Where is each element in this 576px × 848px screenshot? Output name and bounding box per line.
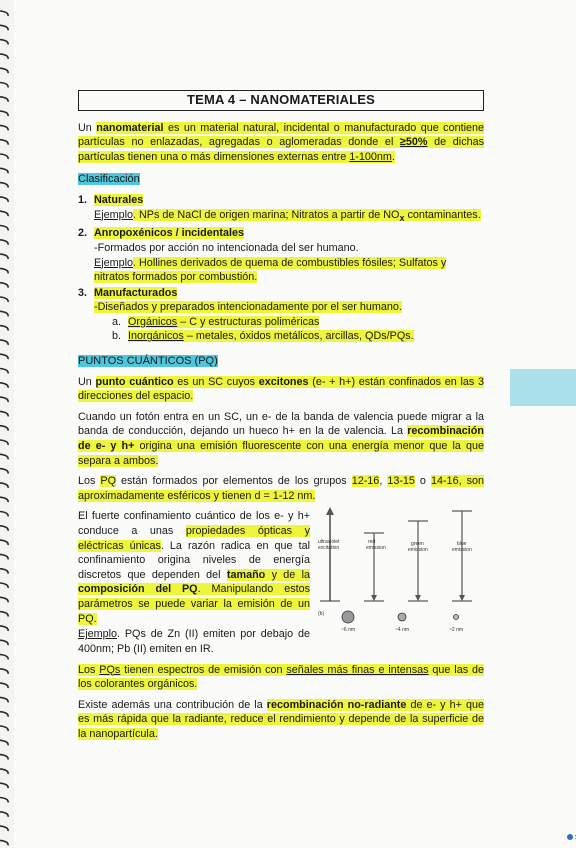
text: , son aproximadamente esféricos y tienen d = 1-12 nm. xyxy=(78,475,484,502)
term: recombinación de e- y h+ xyxy=(78,425,484,453)
spiral-ring xyxy=(0,354,8,359)
group: 13-15 xyxy=(387,475,415,488)
quantum-dot-large xyxy=(342,611,354,623)
threshold-value: ≥50% xyxy=(399,136,428,149)
term: PQs xyxy=(99,663,121,676)
spiral-ring xyxy=(0,68,8,73)
text: – metales, óxidos metálicos, arcillas, QDs/PQs. xyxy=(183,330,414,343)
text: Un xyxy=(78,375,96,388)
spiral-ring xyxy=(0,497,8,502)
spiral-ring xyxy=(0,397,8,402)
uv-arrowhead-icon xyxy=(326,507,334,515)
green-label: green xyxy=(411,541,424,548)
spiral-ring xyxy=(0,526,8,531)
page-tab-marker xyxy=(510,369,576,406)
list-item xyxy=(78,193,484,225)
example-label: Ejemplo xyxy=(78,628,118,641)
spiral-ring xyxy=(0,569,8,574)
red-label: red xyxy=(368,539,376,546)
text: Existe además una contribución de la xyxy=(78,698,267,711)
item-example xyxy=(78,256,484,285)
spiral-ring xyxy=(0,226,8,231)
spiral-ring xyxy=(0,197,8,202)
text: . La razón radica en que tal confinamiento origina niveles de energía discretos que dependen del xyxy=(78,539,310,581)
group: 14-16 xyxy=(430,475,459,488)
spiral-ring xyxy=(0,40,8,45)
text: de e- y h+ que es más rápida que la radiante, reduce el rendimiento y depende de la superficie de la nanopartícula. xyxy=(78,698,484,740)
paragraph xyxy=(78,375,484,404)
text: Un xyxy=(78,121,97,134)
heading-text: PUNTOS CUÁNTICOS (PQ) xyxy=(78,355,218,368)
spiral-ring xyxy=(0,626,8,631)
section-heading-clasificacion xyxy=(78,172,484,187)
spiral-ring xyxy=(0,755,8,760)
spiral-ring xyxy=(0,669,8,674)
spiral-ring xyxy=(0,183,8,188)
text: . xyxy=(391,150,395,163)
spiral-ring xyxy=(0,826,8,831)
section-heading-pq xyxy=(78,354,484,369)
spiral-ring xyxy=(0,297,8,302)
spiral-ring xyxy=(0,168,8,173)
spiral-ring xyxy=(0,383,8,388)
spiral-ring xyxy=(0,125,8,130)
subitem-label: a. xyxy=(112,315,122,328)
paragraph xyxy=(78,698,484,742)
text: o xyxy=(414,475,431,488)
group: 12-16 xyxy=(351,475,380,488)
term: excitones xyxy=(258,375,309,388)
text: y de la xyxy=(265,568,310,581)
text: contaminantes. xyxy=(404,208,481,221)
spiral-ring xyxy=(0,340,8,345)
blue-label: emission xyxy=(452,547,472,554)
item-title: Manufacturados xyxy=(94,286,178,299)
item-number: 3. xyxy=(78,286,88,299)
uv-label: excitation xyxy=(318,545,340,552)
list-item xyxy=(78,286,484,344)
classification-list xyxy=(78,193,484,344)
spiral-ring xyxy=(0,469,8,474)
spiral-ring xyxy=(0,283,8,288)
spiral-ring xyxy=(0,697,8,702)
item-description: -Formados por acción no intencionada del ser humano. xyxy=(94,241,359,254)
spiral-ring xyxy=(0,554,8,559)
text: origina una emisión fluorescente con una energía menor que la que separa a ambos. xyxy=(78,440,484,467)
spiral-ring xyxy=(0,83,8,88)
spiral-ring xyxy=(0,154,8,159)
scanner-logo-icon xyxy=(565,831,576,843)
text: , xyxy=(379,475,388,488)
text: . Manipulando estos parámetros se puede variar la emisión de un PQ. xyxy=(78,583,310,625)
term: composición del PQ xyxy=(78,583,198,596)
spiral-ring xyxy=(0,254,8,259)
spiral-ring xyxy=(0,411,8,416)
item-number: 1. xyxy=(78,193,88,206)
subitem xyxy=(78,329,484,344)
example-label: Ejemplo xyxy=(94,256,134,269)
text: que las de los colorantes orgánicos. xyxy=(78,663,484,691)
spiral-ring xyxy=(0,798,8,803)
text: es un SC cuyos xyxy=(173,375,259,388)
text: Los xyxy=(78,475,101,488)
spiral-ring xyxy=(0,640,8,645)
spiral-ring xyxy=(0,97,8,102)
text: Cuando un fotón entra en un SC, un e- de la banda de valencia puede migrar a la banda de conducción, dejando un hueco h+ en la de valencia. La xyxy=(78,410,484,438)
spiral-ring xyxy=(0,211,8,216)
item-example xyxy=(78,208,484,226)
spiral-ring xyxy=(0,783,8,788)
text: de dichas partículas tienen una o más dimensiones externas entre xyxy=(78,136,484,163)
spiral-ring xyxy=(0,454,8,459)
spiral-ring xyxy=(0,311,8,316)
term: propiedades ópticas y eléctricas únicas xyxy=(78,525,310,552)
text: – C y estructuras poliméricas xyxy=(177,315,320,328)
document-content xyxy=(78,90,484,748)
example-paragraph xyxy=(78,627,310,656)
spiral-ring xyxy=(0,111,8,116)
item-title: Anropoxénicos / incidentales xyxy=(94,227,244,240)
spiral-ring xyxy=(0,740,8,745)
term: señales más finas e intensas xyxy=(286,663,429,676)
spiral-ring xyxy=(0,11,8,16)
item-description xyxy=(78,300,484,315)
spiral-ring xyxy=(0,812,8,817)
page-title: TEMA 4 – NANOMATERIALES xyxy=(78,90,484,111)
spiral-ring xyxy=(0,540,8,545)
term: recombinación no-radiante xyxy=(266,698,407,711)
spiral-ring xyxy=(0,240,8,245)
term: PQ xyxy=(100,475,117,488)
panel-label: (b) xyxy=(318,611,325,618)
text: Los xyxy=(78,663,100,676)
paragraph xyxy=(78,663,484,692)
term-nanomaterial: nanomaterial xyxy=(96,121,164,134)
quantum-dot-emission-diagram xyxy=(316,503,486,635)
spiral-ring xyxy=(0,840,8,845)
arrowhead-icon xyxy=(371,595,377,601)
item-number: 2. xyxy=(78,227,88,240)
intro-paragraph xyxy=(78,121,484,165)
spiral-ring xyxy=(0,597,8,602)
spiral-ring xyxy=(0,655,8,660)
spiral-ring xyxy=(0,426,8,431)
size-label: ~4 nm xyxy=(395,627,410,634)
text: . NPs de NaCl de origen marina; Nitratos a partir de NO xyxy=(133,208,400,221)
item-title: Naturales xyxy=(94,193,144,206)
spiral-ring xyxy=(0,612,8,617)
size-label: ~6 nm xyxy=(341,627,356,634)
spiral-ring xyxy=(0,483,8,488)
example-label: Ejemplo xyxy=(94,208,134,221)
text: tienen espectros de emisión con xyxy=(120,663,287,676)
paragraph xyxy=(78,410,484,468)
quantum-dot-small xyxy=(454,615,459,620)
red-label: emission xyxy=(366,545,386,552)
confinement-block xyxy=(78,509,484,634)
subscript: x xyxy=(399,212,405,223)
text: El fuerte confinamiento cuántico de los e- y h+ conduce a unas xyxy=(78,510,310,537)
spiral-ring xyxy=(0,769,8,774)
spiral-ring xyxy=(0,712,8,717)
blue-label: blue xyxy=(457,541,467,548)
spiral-ring xyxy=(0,369,8,374)
spiral-ring xyxy=(0,326,8,331)
subitem xyxy=(78,315,484,330)
paragraph xyxy=(78,509,310,626)
term: tamaño xyxy=(226,568,266,581)
uv-label: ultraviolet xyxy=(318,539,340,546)
spiral-ring xyxy=(0,440,8,445)
text: es un material natural, incidental o manufacturado que contiene partículas no enlazadas, agregadas o aglomeradas donde el xyxy=(78,121,484,149)
text: (e- + h+) están confinados en las 3 direcciones del espacio. xyxy=(78,375,484,403)
spiral-ring xyxy=(0,683,8,688)
text: -Diseñados y preparados intencionadamente por el ser humano. xyxy=(94,301,402,314)
spiral-ring xyxy=(0,726,8,731)
arrowhead-icon xyxy=(415,595,421,601)
spiral-ring xyxy=(0,268,8,273)
arrowhead-icon xyxy=(459,595,465,601)
green-label: emission xyxy=(408,547,428,554)
spiral-ring xyxy=(0,54,8,59)
spiral-ring xyxy=(0,140,8,145)
subitem-title: Inorgánicos xyxy=(128,330,184,343)
heading-text: Clasificación xyxy=(78,173,140,186)
text: . Hollines derivados de quema de combustibles fósiles; Sulfatos y nitratos formados por combustión. xyxy=(94,256,447,284)
term: punto cuántico xyxy=(95,375,174,388)
list-item xyxy=(78,226,484,284)
highlight xyxy=(78,122,484,163)
quantum-dot-medium xyxy=(398,613,406,621)
size-label: ~2 nm xyxy=(449,627,464,634)
text: están formados por elementos de los grupos xyxy=(116,475,352,488)
subitem-label: b. xyxy=(112,330,122,343)
spiral-ring xyxy=(0,25,8,30)
spiral-ring xyxy=(0,583,8,588)
text: . PQs de Zn (II) emiten por debajo de 400nm; Pb (II) emiten en IR. xyxy=(78,628,310,655)
size-range: 1-100nm xyxy=(349,150,392,163)
subitem-title: Orgánicos xyxy=(128,315,178,328)
spiral-binding xyxy=(0,0,14,848)
paragraph xyxy=(78,474,484,503)
spiral-ring xyxy=(0,512,8,517)
